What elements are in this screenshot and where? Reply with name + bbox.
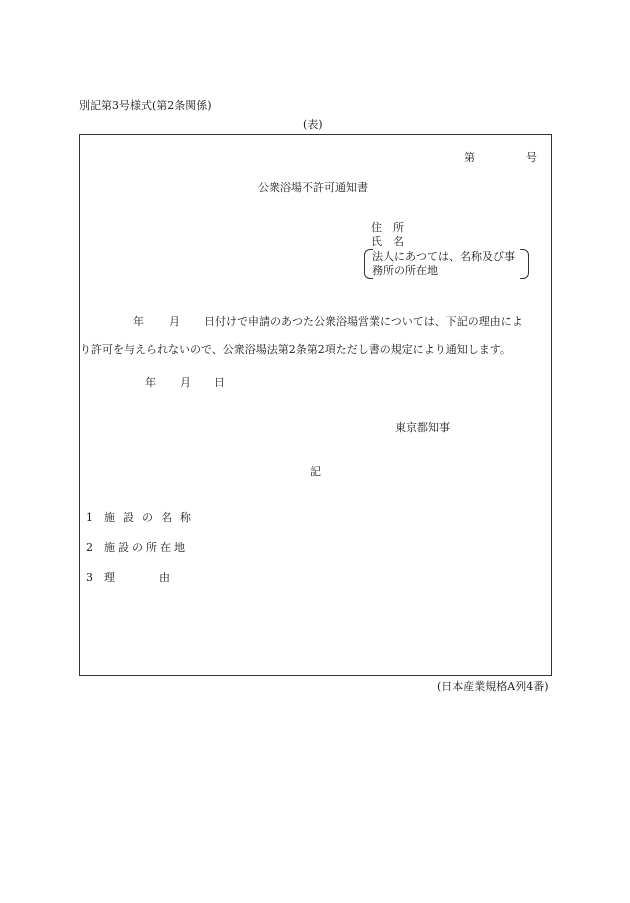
address-label: 住 所 bbox=[371, 221, 404, 234]
item-number-2: 2 bbox=[86, 541, 93, 554]
paper-size-note: (日本産業規格A列4番) bbox=[437, 680, 549, 693]
date-month-label: 月 bbox=[180, 376, 191, 389]
date-year-label: 年 bbox=[145, 376, 156, 389]
number-prefix: 第 bbox=[464, 151, 475, 164]
document-title: 公衆浴場不許可通知書 bbox=[258, 181, 368, 194]
item-number-1: 1 bbox=[86, 511, 93, 524]
body-month-label: 月 bbox=[169, 315, 180, 328]
name-label: 氏 名 bbox=[371, 235, 404, 248]
side-label: (表) bbox=[303, 118, 323, 131]
brace-right bbox=[520, 249, 529, 279]
body-text-line1: 日付けで申請のあつた公衆浴場営業については、下記の理由によ bbox=[204, 315, 523, 328]
item-label-1: 施設の名称 bbox=[104, 511, 199, 524]
ki-heading: 記 bbox=[310, 465, 321, 478]
number-suffix: 号 bbox=[526, 151, 537, 164]
corp-note-line2: 務所の所在地 bbox=[372, 264, 438, 277]
corp-note-line1: 法人にあつては、名称及び事 bbox=[372, 250, 515, 263]
form-label: 別記第3号様式(第2条関係) bbox=[79, 99, 212, 112]
item-number-3: 3 bbox=[86, 571, 93, 584]
date-day-label: 日 bbox=[214, 376, 225, 389]
body-text-line2: り許可を与えられないので、公衆浴場法第2条第2項ただし書の規定により通知します。 bbox=[80, 343, 511, 356]
issuer-name: 東京都知事 bbox=[395, 421, 450, 434]
item-label-3: 理 由 bbox=[104, 571, 170, 584]
form-frame bbox=[79, 134, 552, 676]
item-label-2: 施設の所在地 bbox=[104, 541, 188, 554]
body-year-label: 年 bbox=[133, 315, 144, 328]
